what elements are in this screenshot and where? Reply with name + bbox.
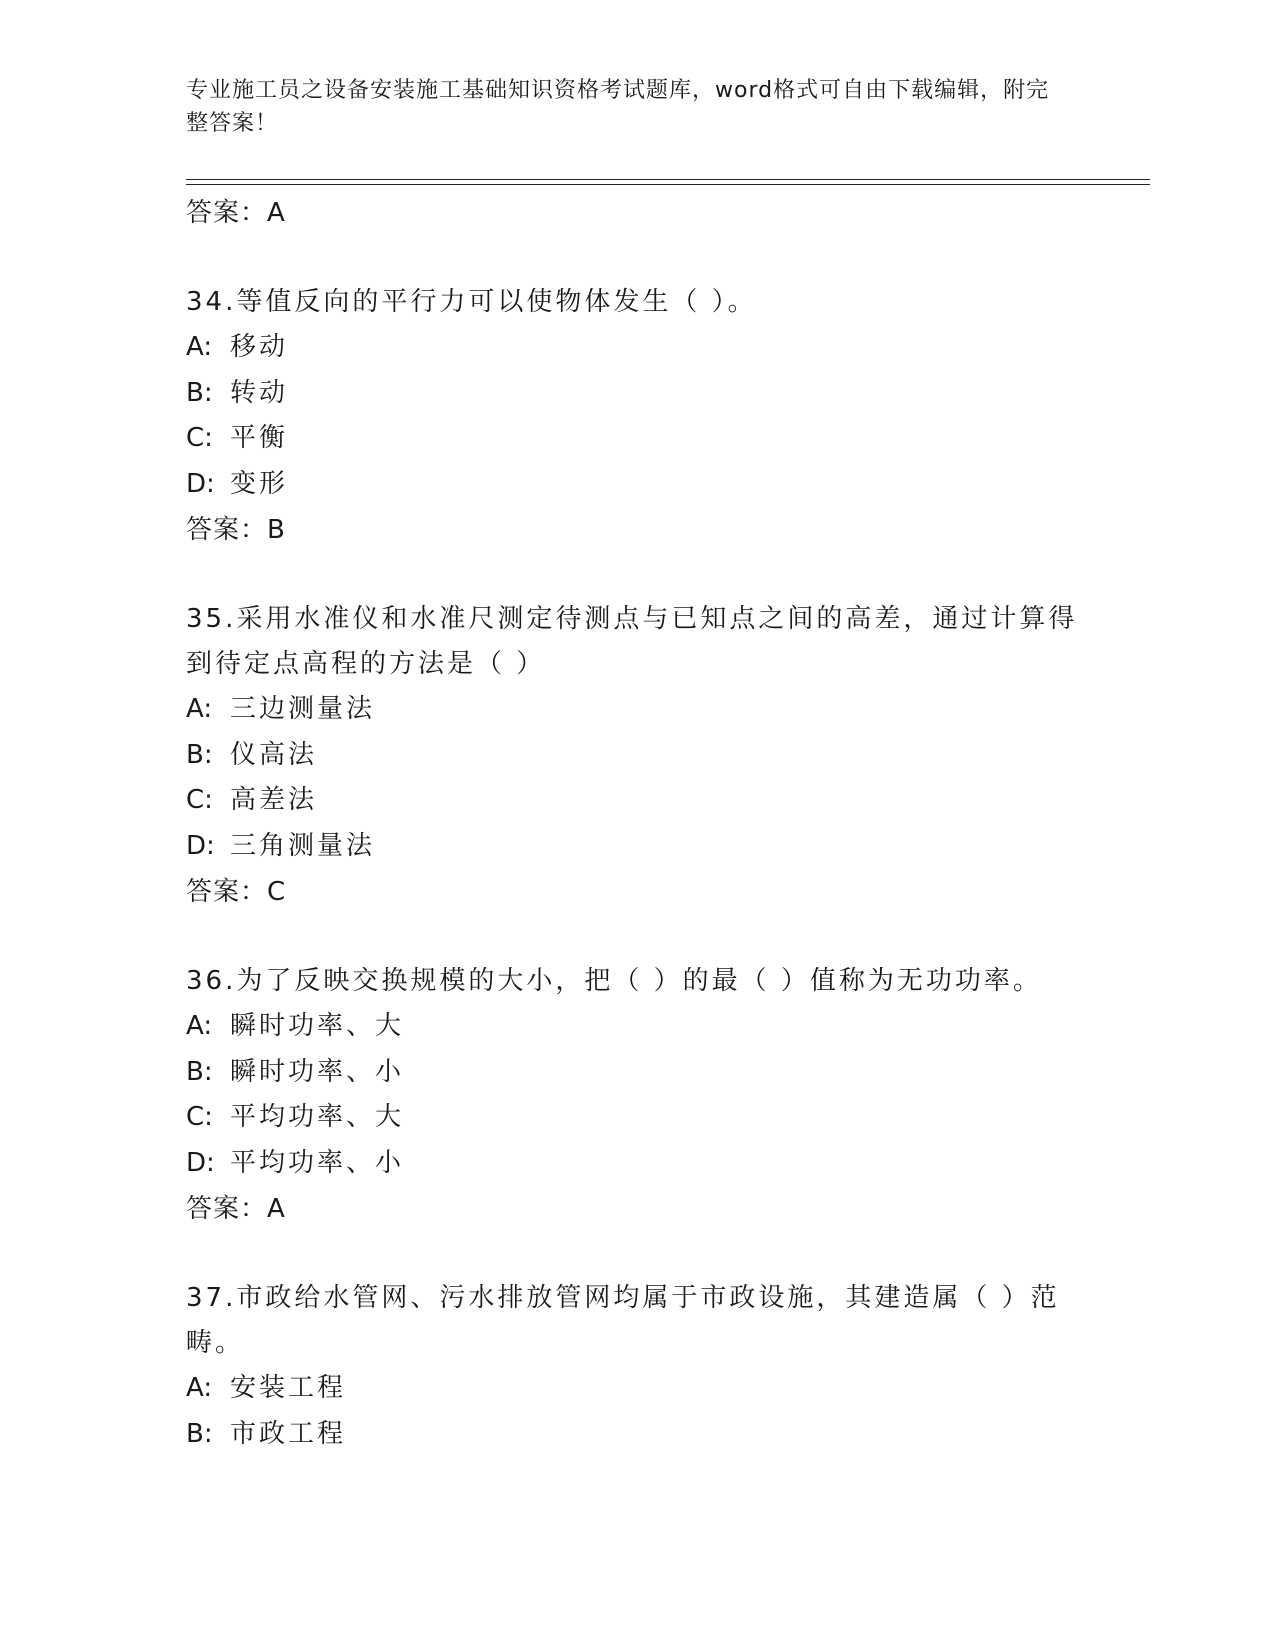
option-text: 瞬时功率、小 (230, 1056, 405, 1087)
option-text: 转动 (230, 377, 289, 408)
option-letter: B: (186, 739, 213, 770)
option-text: 市政工程 (230, 1418, 347, 1449)
option-letter: A: (186, 1373, 213, 1403)
option-letter: B: (186, 1418, 213, 1449)
question-35 (186, 597, 1086, 915)
option-letter: D: (186, 830, 215, 861)
option-a (186, 687, 1086, 733)
document-header: 专业施工员之设备安装施工基础知识资格考试题库，word格式可自由下载编辑，附完整答案！ (186, 78, 1050, 136)
option-text: 平均功率、小 (230, 1147, 405, 1178)
option-text: 安装工程 (230, 1373, 347, 1403)
question-title: 35.采用水准仪和水准尺测定待测点与已知点之间的高差，通过计算得到待定点高程的方法是（ ） (186, 604, 1078, 679)
previous-answer: 答案：A (186, 198, 286, 228)
question-answer: 答案：C (186, 877, 287, 907)
option-letter: B: (186, 1056, 213, 1087)
question-title: 36.为了反映交换规模的大小，把（ ）的最（ ）值称为无功功率。 (186, 966, 1042, 996)
option-c (186, 1095, 1086, 1141)
option-b (186, 1412, 1086, 1458)
option-c (186, 416, 1086, 462)
option-text: 三角测量法 (230, 830, 376, 861)
option-letter: B: (186, 377, 213, 408)
header-divider-bottom (186, 184, 1150, 185)
option-d (186, 824, 1086, 870)
question-title: 34.等值反向的平行力可以使物体发生（ ）。 (186, 287, 757, 317)
question-36 (186, 959, 1086, 1232)
question-list (186, 190, 1086, 1457)
option-a (186, 1366, 1086, 1412)
option-text: 移动 (230, 332, 289, 362)
option-letter: C: (186, 1102, 213, 1132)
option-letter: A: (186, 1011, 213, 1041)
option-a (186, 1004, 1086, 1050)
option-b (186, 1050, 1086, 1096)
option-c (186, 778, 1086, 824)
option-text: 高差法 (230, 785, 318, 815)
option-a (186, 325, 1086, 371)
question-answer: 答案：B (186, 515, 286, 545)
option-letter: D: (186, 1147, 215, 1178)
option-letter: A: (186, 694, 213, 724)
option-text: 变形 (230, 468, 289, 499)
header-divider-top (186, 179, 1150, 180)
option-d (186, 462, 1086, 508)
question-34 (186, 280, 1086, 553)
option-d (186, 1141, 1086, 1187)
option-text: 瞬时功率、大 (230, 1011, 405, 1041)
option-b (186, 371, 1086, 417)
option-text: 仪高法 (230, 739, 318, 770)
option-text: 平均功率、大 (230, 1102, 405, 1132)
question-title: 37.市政给水管网、污水排放管网均属于市政设施，其建造属（ ）范畴。 (186, 1283, 1060, 1358)
option-b (186, 733, 1086, 779)
option-letter: D: (186, 468, 215, 499)
question-37 (186, 1276, 1086, 1457)
option-text: 平衡 (230, 423, 289, 453)
question-answer: 答案：A (186, 1194, 286, 1224)
option-letter: C: (186, 785, 213, 815)
option-letter: C: (186, 423, 213, 453)
option-letter: A: (186, 332, 213, 362)
option-text: 三边测量法 (230, 694, 376, 724)
